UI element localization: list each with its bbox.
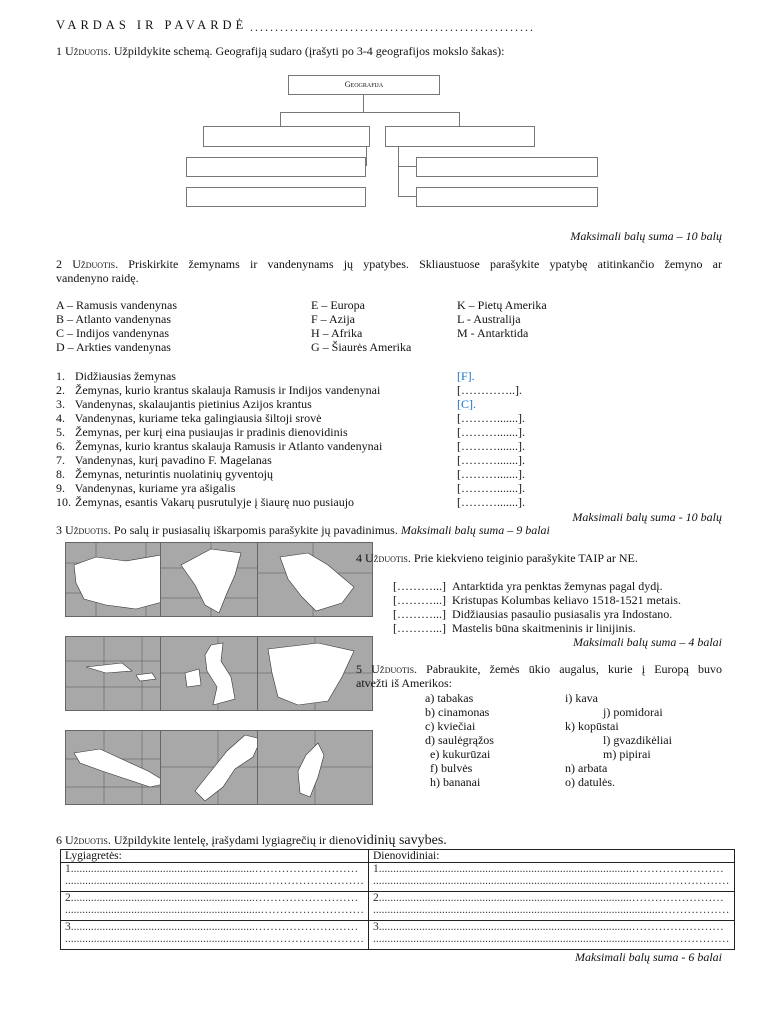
list-item: 4. Vandenynas, kuriame teka galingiausia šiltoji srovė [……….......]. <box>56 411 525 425</box>
table-row <box>61 921 735 950</box>
table-cell[interactable]: 2................................................................……………………… ....................................................................……………………… <box>61 892 369 921</box>
list-item: 2. Žemynas, kurio krantus skalauja Ramusis ir Indijos vandenynai […………..]. <box>56 383 522 397</box>
name-dots[interactable]: ......................................................... <box>250 20 535 34</box>
name-label: VARDAS IR PAVARDĖ <box>56 18 248 32</box>
table-cell[interactable]: 3........................................................................................…………………… ....................................................................................................……………… <box>369 921 735 950</box>
list-item: 7. Vandenynas, kurį pavadino F. Magelanas [……….......]. <box>56 453 525 467</box>
list-item[interactable]: l) gvazdikėliai <box>603 733 672 747</box>
list-item: [………...] Didžiausias pasaulio pusiasalis yra Indostano. <box>393 607 673 621</box>
answer-field[interactable]: [………...] <box>393 621 446 635</box>
table-cell[interactable]: 3................................................................……………………… ....................................................................……………………… <box>61 921 369 950</box>
answer-field[interactable]: [……….......]. <box>457 425 525 439</box>
task2-score: Maksimali balų suma - 10 balų <box>572 510 722 524</box>
list-item[interactable]: d) saulėgrąžos <box>425 733 494 747</box>
scheme-left-box[interactable] <box>203 126 370 147</box>
answer-field[interactable]: [………...] <box>393 593 446 607</box>
list-item: 5. Žemynas, per kurį eina pusiaujas ir pradinis dienovidinis [……….......]. <box>56 425 525 439</box>
scheme-box-r1[interactable] <box>416 157 598 177</box>
task4-prompt: 4 Užduotis. Prie kiekvieno teiginio parašykite TAIP ar NE. <box>356 551 638 565</box>
scheme-box-l2[interactable] <box>186 187 366 207</box>
list-item[interactable]: h) bananai <box>430 775 481 789</box>
list-item[interactable]: b) cinamonas <box>425 705 490 719</box>
list-item: [………...] Antarktida yra penktas žemynas pagal dydį. <box>393 579 663 593</box>
table-row <box>61 863 735 892</box>
answer-field[interactable]: [……….......]. <box>457 439 525 453</box>
task1-prompt: 1 Užduotis. Užpildykite schemą. Geografiją sudaro (įrašyti po 3-4 geografijos mokslo šakas): <box>56 44 505 58</box>
legend-col3: K – Pietų Amerika L - Australija M - Antarktida <box>457 298 547 340</box>
list-item: [………...] Mastelis būna skaitmeninis ir linijinis. <box>393 621 636 635</box>
task6-prompt: 6 Užduotis. Užpildykite lentelę, įrašydami lygiagrečių ir dienovidinių savybes. <box>56 833 447 848</box>
list-item[interactable]: c) kviečiai <box>425 719 476 733</box>
list-item: 3. Vandenynas, skalaujantis pietinius Azijos krantus [C]. <box>56 397 476 411</box>
task5-right-list <box>565 691 672 789</box>
task2-prompt: 2 Užduotis. Priskirkite žemynams ir vandenynams jų ypatybes. Skliaustuose parašykite ypatybę atitinkančio žemyno ar <box>56 257 723 271</box>
list-item[interactable]: a) tabakas <box>425 691 474 705</box>
map-madagascar <box>257 730 373 805</box>
scheme-right-box[interactable] <box>385 126 535 147</box>
task4-statements <box>393 579 681 635</box>
list-item: 10. Žemynas, esantis Vakarų pusrutulyje į šiaurę nuo pusiaujo [……….......]. <box>56 495 525 509</box>
list-item[interactable]: m) pipirai <box>603 747 651 761</box>
list-item[interactable]: i) kava <box>565 691 598 705</box>
task6-score: Maksimali balų suma - 6 balai <box>575 950 722 964</box>
table-header-parallels: Lygiagretės: <box>61 850 369 863</box>
task2-prompt-line2: vandenyno raidę. <box>56 271 139 285</box>
answer-field[interactable]: [……….......]. <box>457 495 525 509</box>
task3-prompt: 3 Užduotis. Po salų ir pusiasalių iškarpomis parašykite jų pavadinimus. Maksimali balų suma – 9 balai <box>56 523 550 537</box>
task6-table <box>60 849 735 950</box>
task5-prompt-line2: atvežti iš Amerikos: <box>356 676 452 690</box>
task5-prompt: 5 Užduotis. Pabraukite, žemės ūkio augalus, kurie į Europą buvo <box>356 662 723 676</box>
table-cell[interactable]: 2........................................................................................…………………… ....................................................................................................……………… <box>369 892 735 921</box>
list-item: 9. Vandenynas, kuriame yra ašigalis [……….......]. <box>56 481 525 495</box>
list-item[interactable]: k) kopūstai <box>565 719 619 733</box>
list-item: 6. Žemynas, kurio krantus skalauja Ramusis ir Atlanto vandenynai [……….......]. <box>56 439 525 453</box>
task2-items <box>56 369 536 509</box>
answer-field[interactable]: [………...] <box>393 579 446 593</box>
answer-field[interactable]: [F]. <box>457 369 475 383</box>
list-item[interactable]: o) datulės. <box>565 775 615 789</box>
list-item[interactable]: f) bulvės <box>430 761 473 775</box>
answer-field[interactable]: [………...] <box>393 607 446 621</box>
answer-field[interactable]: [C]. <box>457 397 476 411</box>
legend-col1: A – Ramusis vandenynas B – Atlanto vandenynas C – Indijos vandenynas D – Arkties vandenynas <box>56 298 177 354</box>
legend-col2: E – Europa F – Azija H – Afrika G – Šiaurės Amerika <box>311 298 412 354</box>
table-cell[interactable]: 1................................................................……………………… ....................................................................……………………… <box>61 863 369 892</box>
answer-field[interactable]: […………..]. <box>457 383 522 397</box>
answer-field[interactable]: [……….......]. <box>457 481 525 495</box>
answer-field[interactable]: [……….......]. <box>457 453 525 467</box>
answer-field[interactable]: [……….......]. <box>457 467 525 481</box>
answer-field[interactable]: [……….......]. <box>457 411 525 425</box>
list-item[interactable]: n) arbata <box>565 761 608 775</box>
scheme-root-box: Geografija <box>288 75 440 95</box>
table-header-meridians: Dienovidiniai: <box>369 850 735 863</box>
task4-score: Maksimali balų suma – 4 balai <box>573 635 722 649</box>
task1-score: Maksimali balų suma – 10 balų <box>570 229 722 243</box>
list-item: 8. Žemynas, neturintis nuolatinių gyventojų [……….......]. <box>56 467 525 481</box>
scheme-box-r2[interactable] <box>416 187 598 207</box>
list-item[interactable]: e) kukurūzai <box>430 747 491 761</box>
task5-left-list <box>425 691 494 789</box>
list-item[interactable]: j) pomidorai <box>603 705 663 719</box>
list-item: 1. Didžiausias žemynas [F]. <box>56 369 475 383</box>
list-item: [………...] Kristupas Kolumbas keliavo 1518-1521 metais. <box>393 593 681 607</box>
scheme-box-l1[interactable] <box>186 157 366 177</box>
table-cell[interactable]: 1........................................................................................…………………… ....................................................................................................……………… <box>369 863 735 892</box>
table-row <box>61 892 735 921</box>
